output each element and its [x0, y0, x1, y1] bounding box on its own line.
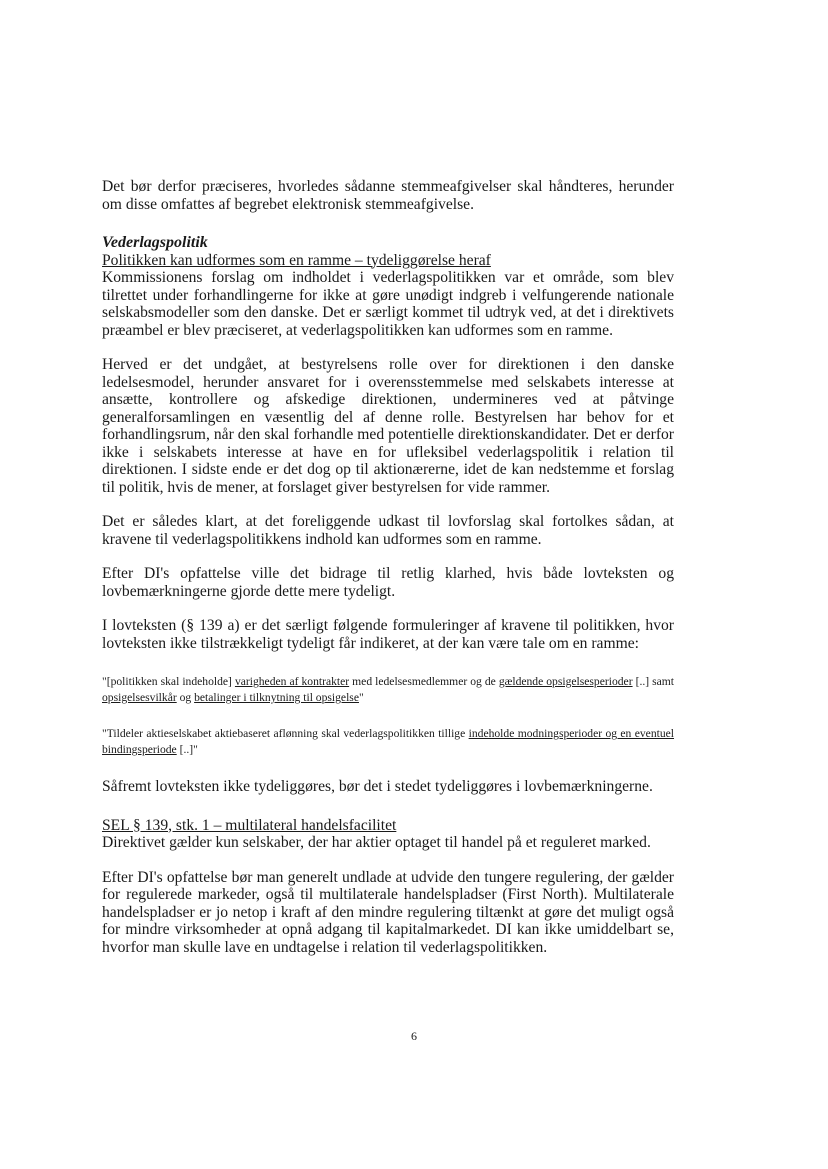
quote-underlined-text: opsigelsesvilkår: [102, 691, 177, 704]
quote-text: "[politikken skal indeholde]: [102, 675, 235, 688]
quote-underlined-text: gældende opsigelsesperioder: [498, 675, 633, 688]
paragraph: Kommissionens forslag om indholdet i vederlagspolitikken var et område, som blev tilrettet under forhandlingerne for ikke at gøre unødigt indgreb i velfungerende nationale selskabsmodeller som den danske. Det er særligt kommet til udtryk ved, at det i direktivets præambel er blev præciseret, at vederlagspolitikken kan udformes som en ramme.: [102, 269, 674, 339]
quote-text: med ledelsesmedlemmer og de: [349, 675, 499, 688]
section-subheading: SEL § 139, stk. 1 – multilateral handelsfacilitet: [102, 816, 397, 834]
paragraph: Såfremt lovteksten ikke tydeliggøres, bør det i stedet tydeliggøres i lovbemærkningerne.: [102, 778, 653, 795]
quote-text: og: [176, 691, 195, 704]
section-multilateral-trading: [102, 817, 674, 957]
quote-text: ": [358, 691, 364, 704]
paragraph: Efter DI's opfattelse ville det bidrage til retlig klarhed, hvis både lovteksten og lovbemærkningerne gjorde dette mere tydeligt.: [102, 565, 674, 600]
paragraph: Det er således klart, at det foreliggende udkast til lovforslag skal fortolkes sådan, at kravene til vederlagspolitikkens indhold kan udformes som en ramme.: [102, 513, 674, 548]
intro-paragraph: Det bør derfor præciseres, hvorledes sådanne stemmeafgivelser skal håndteres, herunder om disse omfattes af begrebet elektronisk stemmeafgivelse.: [102, 178, 674, 213]
quote-underlined-text: indeholde modningsperioder og en eventuel bindingsperiode: [102, 727, 675, 756]
paragraph: I lovteksten (§ 139 a) er det særligt følgende formuleringer af kravene til politikken, hvor lovteksten ikke tilstrækkeligt tydeligt får indikeret, at der kan være tale om en ramme:: [102, 617, 674, 652]
paragraph: Efter DI's opfattelse bør man generelt undlade at udvide den tungere regulering, der gælder for regulerede markeder, også til multilaterale handelspladser (First North). Multilaterale handelspladser er jo netop i kraft af den mindre regulering tiltænkt at gøre det muligt også for mindre virksomheder at opnå adgang til kapitalmarkedet. DI kan ikke umiddelbart se, hvorfor man skulle lave en undtagelse i relation til vederlagspolitikken.: [102, 868, 674, 956]
quote-underlined-text: varigheden af kontrakter: [234, 675, 350, 688]
quote-text: [..]": [176, 743, 198, 756]
paragraph: Herved er det undgået, at bestyrelsens rolle over for direktionen i den danske ledelsesmodel, herunder ansvaret for i overensstemmelse med selskabets interesse at ansætte, kontrollere og afskedige direktionen, undermineres ved at påtvinge generalforsamlingen en væsentlig del af denne rolle. Bestyrelsen har behov for et forhandlingsrum, når den skal forhandle med potentielle direktionskandidater. Det er derfor ikke i selskabets interesse at have en for ufleksibel vederlagspolitik i relation til direktionen. I sidste ende er det dog op til aktionærerne, idet de kan nedstemme et forslag til politik, hvis de mener, at forslaget giver bestyrelsen for vide rammer.: [102, 356, 674, 496]
section-heading: Vederlagspolitik: [102, 234, 208, 251]
paragraph: Direktivet gælder kun selskaber, der har aktier optaget til handel på et reguleret marked.: [102, 834, 651, 851]
quote-text: "Tildeler aktieselskabet aktiebaseret aflønning skal vederlagspolitikken tillige: [102, 727, 469, 740]
section-subheading: Politikken kan udformes som en ramme – tydeliggørelse heraf: [102, 251, 491, 269]
legal-quote: [102, 674, 674, 706]
document-body: [102, 178, 674, 973]
quote-underlined-text: betalinger i tilknytning til opsigelse: [194, 691, 359, 704]
legal-quote: [102, 726, 674, 758]
page-number: 6: [411, 1029, 417, 1043]
section-remuneration-policy: [102, 234, 674, 796]
quote-text: [..] samt: [632, 675, 675, 688]
